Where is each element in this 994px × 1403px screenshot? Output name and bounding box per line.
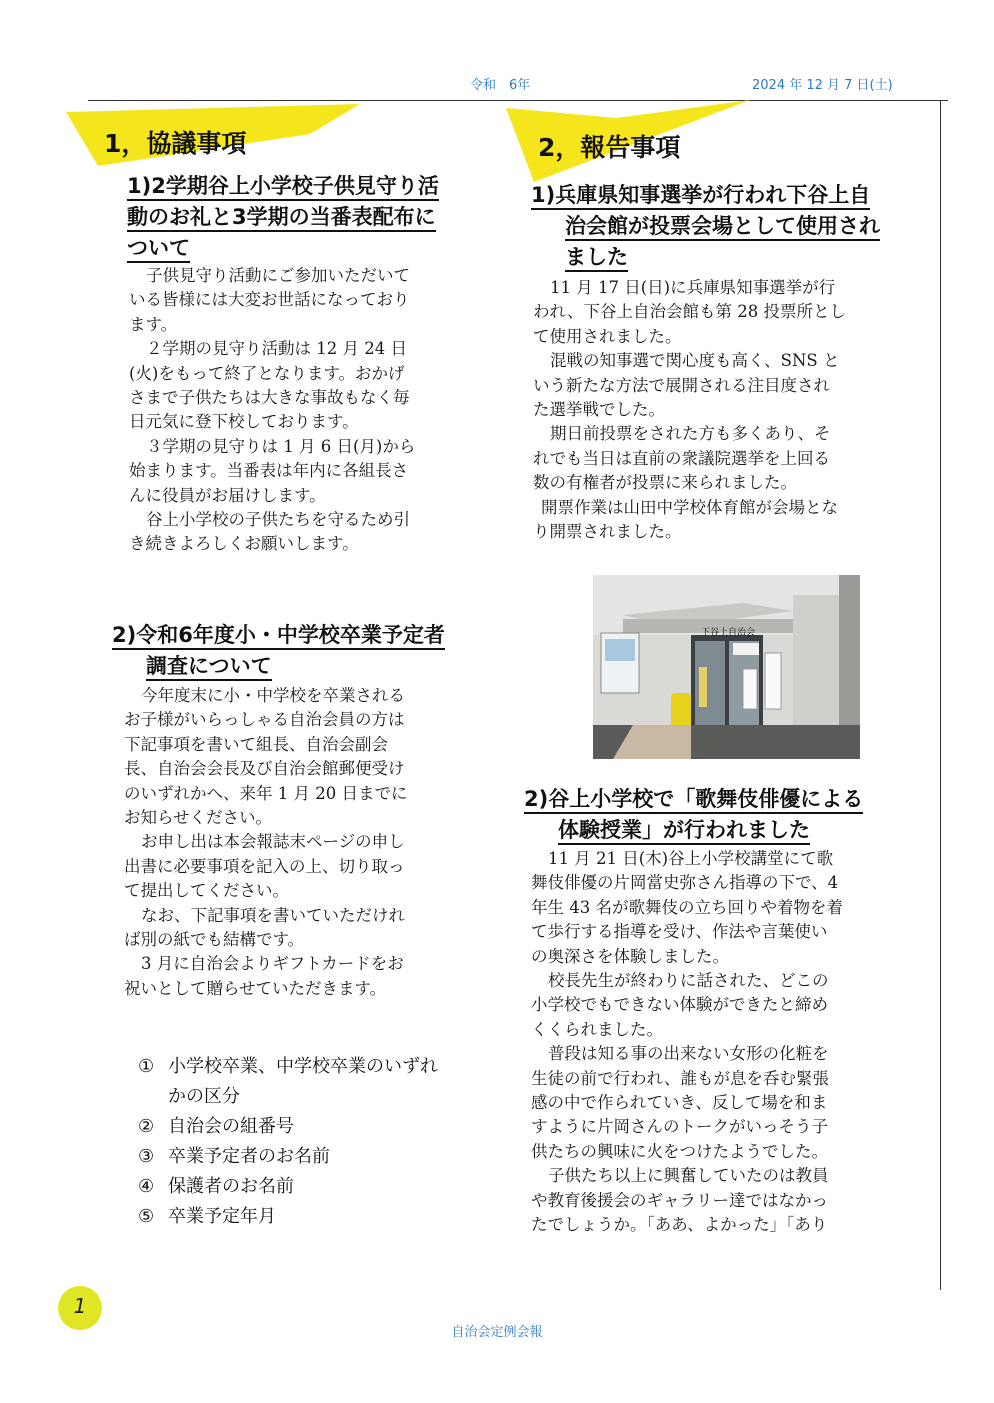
item1-title-line-2: 動のお礼と3学期の当番表配布に <box>127 205 436 232</box>
body-line: て使用されました。 <box>533 326 682 346</box>
list-item <box>138 1142 438 1172</box>
body-line: た選挙戦でした。 <box>533 400 665 420</box>
body-line: 校長先生が終わりに話された、どこの <box>548 971 829 991</box>
body-line: お知らせください。 <box>124 808 273 828</box>
report2-body <box>531 847 843 1238</box>
list-text: 保護者のお名前 <box>168 1176 294 1197</box>
report1-title <box>531 180 880 273</box>
right-margin-rule <box>940 100 941 1290</box>
body-line: 祝いとして贈らせていただきます。 <box>124 978 387 998</box>
item2-body <box>124 684 407 1001</box>
body-line: 期日前投票をされた方も多くあり、そ <box>550 424 831 444</box>
body-line: すように片岡さんのトークがいっそう子 <box>531 1117 828 1137</box>
body-line: いる皆様には大変お世話になっており <box>129 290 410 310</box>
header-era: 令和 6年 <box>470 78 531 93</box>
required-items-list <box>138 1052 438 1232</box>
section-title-left: 1，協議事項 <box>104 129 247 158</box>
report1-title-line-1: 1)兵庫県知事選挙が行われ下谷上自 <box>531 183 870 210</box>
body-line: われ、下谷上自治会館も第 28 投票所とし <box>533 302 846 322</box>
item2-title-line-2: 調査について <box>146 654 272 681</box>
body-line: さまで子供たちは大きな事故もなく毎 <box>129 388 410 408</box>
body-line: 生徒の前で行われ、誰もが息を呑む緊張 <box>531 1068 829 1088</box>
hall-sign-text: 下谷上自治会 <box>700 628 755 638</box>
body-line: たでしょうか。「ああ、よかった」「あり <box>531 1215 828 1235</box>
hall-entrance-illustration <box>593 575 860 759</box>
body-line: お申し出は本会報誌末ページの申し <box>141 832 405 852</box>
body-line: ば別の紙でも結構です。 <box>124 930 305 950</box>
body-line: 舞伎俳優の片岡當史弥さん指導の下で、4 <box>531 873 839 893</box>
body-line: 供たちの興味に火をつけたようでした。 <box>531 1141 828 1161</box>
item1-body <box>129 264 415 557</box>
item1-title-line-1: 1)2学期谷上小学校子供見守り活 <box>127 174 439 201</box>
body-line: 長、自治会会長及び自治会館郵便受け <box>124 759 405 779</box>
body-line: のいずれかへ、来年 1 月 20 日までに <box>124 783 408 803</box>
list-number: ③ <box>138 1146 155 1167</box>
report1-body <box>533 276 846 544</box>
body-line: 始まります。当番表は年内に各組長さ <box>129 461 409 481</box>
page-number: 1 <box>73 1294 87 1318</box>
community-hall-photo <box>593 575 860 759</box>
body-line: 年生 43 名が歌舞伎の立ち回りや着物を着 <box>531 897 843 917</box>
body-line: や教育後援会のギャラリー達ではなかっ <box>531 1190 828 1210</box>
body-line: て提出してください。 <box>124 881 289 901</box>
body-line: 普段は知る事の出来ない女形の化粧を <box>548 1044 829 1064</box>
footer-title: 自治会定例会報 <box>451 1325 543 1340</box>
body-line: 3 月に自治会よりギフトカードをお <box>141 954 404 974</box>
body-line: り開票されました。 <box>533 522 682 542</box>
body-line: 数の有権者が投票に来られました。 <box>533 473 797 493</box>
list-number: ② <box>138 1116 155 1137</box>
report1-title-line-3: ました <box>565 245 628 272</box>
list-number: ④ <box>138 1176 155 1197</box>
section-title-right: 2，報告事項 <box>538 133 681 162</box>
body-line: 谷上小学校の子供たちを守るため引 <box>146 510 410 530</box>
list-number: ⑤ <box>138 1206 155 1227</box>
body-line: て歩行する指導を受け、作法や言葉使い <box>531 922 828 942</box>
list-item <box>138 1202 438 1232</box>
list-text: 小学校卒業、中学校卒業のいずれ <box>168 1056 438 1077</box>
list-number: ① <box>138 1056 155 1077</box>
body-line: なお、下記事項を書いていただけれ <box>141 905 405 925</box>
list-text: 自治会の組番号 <box>168 1116 294 1137</box>
report2-title-line-2: 体験授業」が行われました <box>558 818 810 845</box>
body-line: 感の中で作られていき、反して場を和ま <box>531 1093 828 1113</box>
body-line: ます。 <box>129 314 178 334</box>
list-item <box>138 1172 438 1202</box>
body-line: 開票作業は山田中学校体育館が会場とな <box>541 497 838 517</box>
body-line: 今年度末に小・中学校を卒業される <box>141 686 405 705</box>
body-line: ３学期の見守りは 1 月 6 日(月)から <box>146 436 416 456</box>
body-line: (火)をもって終了となります。おかげ <box>129 363 405 383</box>
body-line: くくられました。 <box>531 1019 663 1039</box>
body-line: 出書に必要事項を記入の上、切り取っ <box>124 856 405 876</box>
report2-title-line-1: 2)谷上小学校で「歌舞伎俳優による <box>524 787 863 814</box>
item1-title-line-3: ついて <box>127 236 190 263</box>
item1-title <box>127 171 439 264</box>
list-text: 卒業予定年月 <box>168 1206 276 1227</box>
list-item <box>138 1052 438 1112</box>
body-line: んに役員がお届けします。 <box>129 485 326 505</box>
body-line: き続きよろしくお願いします。 <box>129 534 359 554</box>
body-line: 11 月 21 日(木)谷上小学校講堂にて歌 <box>548 849 834 868</box>
body-line: 子供見守り活動にご参加いただいて <box>146 266 410 285</box>
header-date: 2024 年 12 月 7 日(土) <box>752 78 893 93</box>
list-text: 卒業予定者のお名前 <box>168 1146 330 1167</box>
body-line: 混戦の知事選で関心度も高く、SNS と <box>550 351 840 371</box>
item2-title-line-1: 2)令和6年度小・中学校卒業予定者 <box>112 623 445 650</box>
body-line: 11 月 17 日(日)に兵庫県知事選挙が行 <box>550 278 836 297</box>
body-line: 下記事項を書いて組長、自治会副会 <box>124 734 388 754</box>
report1-title-line-2: 治会館が投票会場として使用され <box>565 214 880 241</box>
list-item <box>138 1112 438 1142</box>
body-line: いう新たな方法で展開される注目度され <box>533 375 830 395</box>
report2-title <box>524 784 863 846</box>
list-text: かの区分 <box>168 1086 240 1107</box>
body-line: 小学校でもできない体験ができたと締め <box>531 995 828 1015</box>
item2-title <box>112 620 445 682</box>
body-line: の奥深さを体験しました。 <box>531 946 729 966</box>
body-line: お子様がいらっしゃる自治会員の方は <box>124 710 405 730</box>
body-line: 子供たち以上に興奮していたのは教員 <box>548 1166 829 1186</box>
body-line: ２学期の見守り活動は 12 月 24 日 <box>146 339 407 359</box>
body-line: 日元気に登下校しております。 <box>129 412 359 432</box>
body-line: れでも当日は直前の衆議院選挙を上回る <box>533 448 830 468</box>
